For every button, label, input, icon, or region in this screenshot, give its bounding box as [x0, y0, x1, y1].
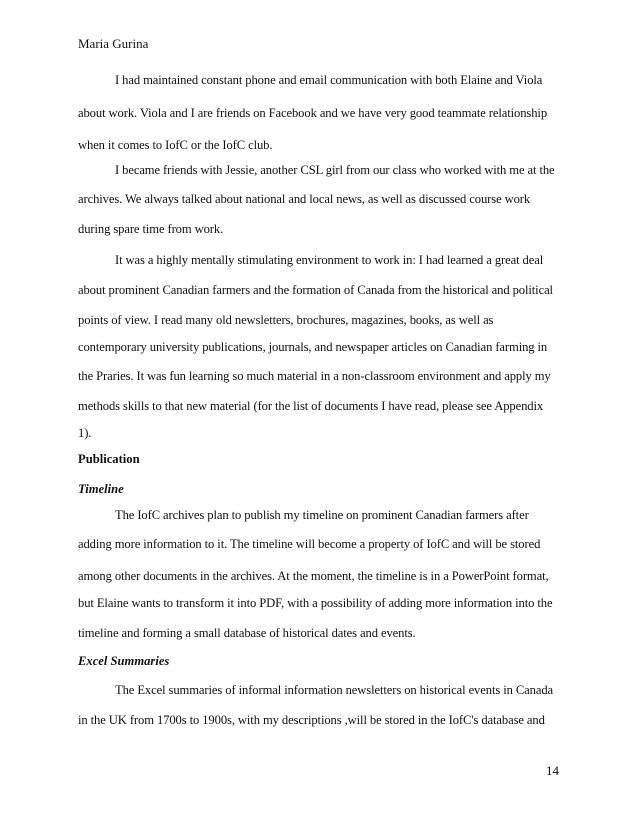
paragraph-line: contemporary university publications, journals, and newspaper articles on Canadian farming in: [78, 340, 548, 354]
paragraph-line: points of view. I read many old newsletters, brochures, magazines, books, as well as: [78, 313, 494, 327]
paragraph-line: timeline and forming a small database of historical dates and events.: [78, 626, 416, 640]
running-header-author: Maria Gurina: [78, 36, 149, 51]
paragraph-line: The IofC archives plan to publish my timeline on prominent Canadian farmers after: [115, 508, 529, 522]
paragraph-line: methods skills to that new material (for the list of documents I have read, please see Appendix: [78, 399, 544, 413]
paragraph-line: archives. We always talked about national and local news, as well as discussed course work: [78, 192, 531, 206]
paragraph-line: I became friends with Jessie, another CSL girl from our class who worked with me at the: [115, 163, 555, 177]
paragraph-line: during spare time from work.: [78, 222, 224, 236]
paragraph-line: in the UK from 1700s to 1900s, with my descriptions ,will be stored in the IofC's database and: [78, 713, 545, 727]
paragraph-line: It was a highly mentally stimulating environment to work in: I had learned a great deal: [115, 253, 544, 267]
paragraph-line: The Excel summaries of informal information newsletters on historical events in Canada: [115, 683, 553, 697]
section-heading-publication: Publication: [78, 452, 140, 466]
subheading-timeline: Timeline: [78, 482, 124, 496]
subheading-excel-summaries: Excel Summaries: [78, 654, 170, 668]
paragraph-line: adding more information to it. The timeline will become a property of IofC and will be stored: [78, 537, 541, 551]
paragraph-line: among other documents in the archives. At the moment, the timeline is in a PowerPoint format,: [78, 569, 549, 583]
paragraph-line: but Elaine wants to transform it into PDF, with a possibility of adding more information into the: [78, 596, 553, 610]
page-number: 14: [546, 763, 559, 778]
paragraph-line: about work. Viola and I are friends on Facebook and we have very good teammate relationship: [78, 106, 548, 120]
paragraph-line: the Praries. It was fun learning so much material in a non-classroom environment and apply my: [78, 369, 551, 383]
paragraph-line: about prominent Canadian farmers and the formation of Canada from the historical and political: [78, 283, 553, 297]
paragraph-line: 1).: [78, 426, 92, 440]
paragraph-line: when it comes to IofC or the IofC club.: [78, 138, 273, 152]
paragraph-line: I had maintained constant phone and email communication with both Elaine and Viola: [115, 73, 543, 87]
